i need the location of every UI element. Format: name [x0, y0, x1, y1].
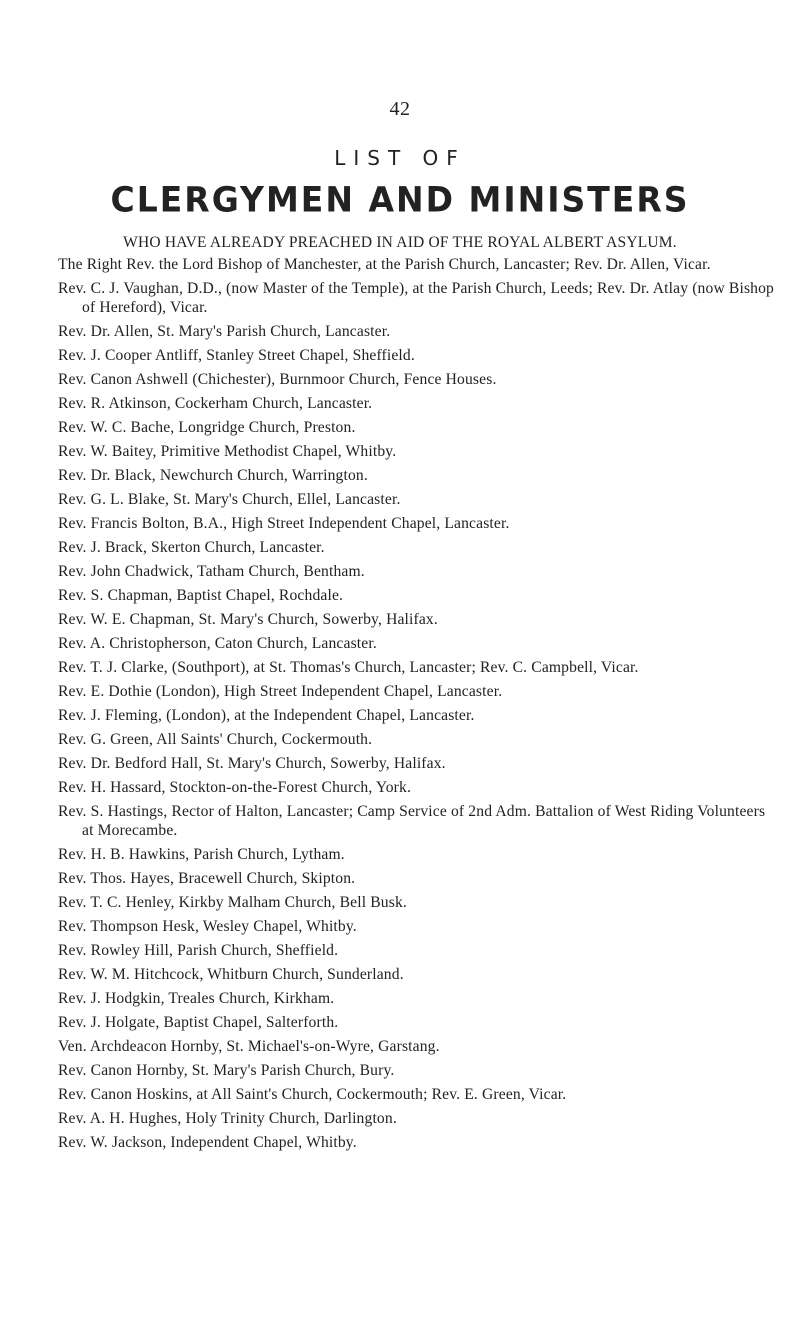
list-of-heading: LIST OF — [334, 146, 466, 170]
list-item: Rev. John Chadwick, Tatham Church, Bentham. — [58, 563, 365, 580]
list-item: Rev. W. Jackson, Independent Chapel, Whitby. — [58, 1134, 357, 1151]
list-item: The Right Rev. the Lord Bishop of Manchester, at the Parish Church, Lancaster; Rev. Dr. Allen, Vicar. — [58, 256, 711, 273]
list-item: Rev. E. Dothie (London), High Street Independent Chapel, Lancaster. — [58, 683, 503, 700]
list-item: Rev. W. E. Chapman, St. Mary's Church, Sowerby, Halifax. — [58, 611, 438, 628]
list-item: Rev. W. C. Bache, Longridge Church, Preston. — [58, 419, 356, 436]
list-item: Rev. A. Christopherson, Caton Church, Lancaster. — [58, 635, 377, 652]
list-item: Rev. G. Green, All Saints' Church, Cockermouth. — [58, 731, 373, 748]
list-item: Rev. S. Chapman, Baptist Chapel, Rochdale. — [58, 587, 344, 604]
list-item: Rev. Canon Hornby, St. Mary's Parish Church, Bury. — [58, 1062, 395, 1079]
list-item: Rev. Dr. Allen, St. Mary's Parish Church, Lancaster. — [58, 323, 391, 340]
list-item: Rev. J. Fleming, (London), at the Independent Chapel, Lancaster. — [58, 707, 475, 724]
list-item: Rev. H. Hassard, Stockton-on-the-Forest Church, York. — [58, 779, 411, 796]
list-item: Rev. Thos. Hayes, Bracewell Church, Skipton. — [58, 870, 356, 887]
list-item: Rev. Canon Ashwell (Chichester), Burnmoor Church, Fence Houses. — [58, 371, 497, 388]
list-item: Rev. T. J. Clarke, (Southport), at St. Thomas's Church, Lancaster; Rev. C. Campbell, Vicar. — [58, 659, 639, 676]
list-item: Rev. J. Hodgkin, Treales Church, Kirkham. — [58, 990, 335, 1007]
list-item: Rev. J. Holgate, Baptist Chapel, Salterforth. — [58, 1014, 339, 1031]
list-item: Rev. G. L. Blake, St. Mary's Church, Ellel, Lancaster. — [58, 491, 401, 508]
clergy-list — [58, 255, 780, 1157]
list-item: Rev. W. Baitey, Primitive Methodist Chapel, Whitby. — [58, 443, 397, 460]
page-title: CLERGYMEN AND MINISTERS — [110, 179, 690, 220]
list-item: Rev. T. C. Henley, Kirkby Malham Church, Bell Busk. — [58, 894, 407, 911]
list-item: Rev. J. Cooper Antliff, Stanley Street Chapel, Sheffield. — [58, 347, 415, 364]
list-item: Rev. C. J. Vaughan, D.D., (now Master of the Temple), at the Parish Church, Leeds; Rev. Dr. Atlay (now Bishop of Hereford), Vicar. — [58, 280, 775, 316]
list-item: Rev. J. Brack, Skerton Church, Lancaster. — [58, 539, 325, 556]
list-item: Rev. Dr. Bedford Hall, St. Mary's Church, Sowerby, Halifax. — [58, 755, 446, 772]
list-item: Rev. Canon Hoskins, at All Saint's Church, Cockermouth; Rev. E. Green, Vicar. — [58, 1086, 567, 1103]
list-item: Rev. A. H. Hughes, Holy Trinity Church, Darlington. — [58, 1110, 397, 1127]
list-item: Rev. Francis Bolton, B.A., High Street Independent Chapel, Lancaster. — [58, 515, 510, 532]
page-number: 42 — [389, 98, 411, 120]
page-subtitle: WHO HAVE ALREADY PREACHED IN AID OF THE ROYAL ALBERT ASYLUM. — [123, 234, 677, 251]
list-item: Rev. H. B. Hawkins, Parish Church, Lytham. — [58, 846, 345, 863]
list-item: Rev. Dr. Black, Newchurch Church, Warrington. — [58, 467, 368, 484]
list-item: Rev. S. Hastings, Rector of Halton, Lancaster; Camp Service of 2nd Adm. Battalion of West Riding Volunteers at Morecambe. — [58, 803, 766, 839]
list-item: Rev. Rowley Hill, Parish Church, Sheffield. — [58, 942, 339, 959]
list-item: Ven. Archdeacon Hornby, St. Michael's-on-Wyre, Garstang. — [58, 1038, 440, 1055]
list-item: Rev. R. Atkinson, Cockerham Church, Lancaster. — [58, 395, 373, 412]
list-item: Rev. W. M. Hitchcock, Whitburn Church, Sunderland. — [58, 966, 404, 983]
list-item: Rev. Thompson Hesk, Wesley Chapel, Whitby. — [58, 918, 357, 935]
